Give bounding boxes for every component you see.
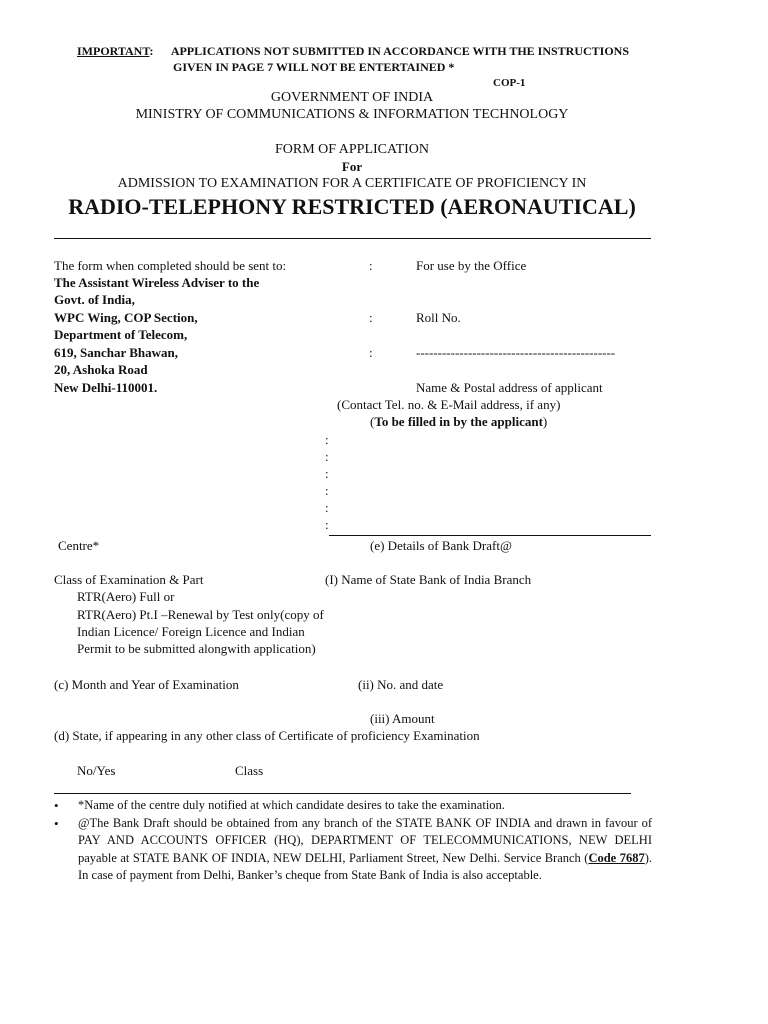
class-exam-label: Class of Examination & Part xyxy=(54,572,204,587)
sbi-branch-label: (I) Name of State Bank of India Branch xyxy=(325,572,532,587)
address-line: 20, Ashoka Road xyxy=(54,362,148,377)
admission-title: ADMISSION TO EXAMINATION FOR A CERTIFICATE OF PROFICIENCY IN xyxy=(117,176,587,191)
class-option-line: Permit to be submitted alongwith application) xyxy=(77,641,316,656)
note-bank-draft-part1: @The Bank Draft should be obtained from any branch of the STATE BANK OF INDIA and drawn in favour of PAY AND ACCOUNTS OFFICER (HQ), DEPARTMENT OF TELECOMMUNICATIONS, NEW DELHI payable at STATE BANK OF INDIA, NEW DELHI, Parliament Street, New Delhi. Service Branch ( xyxy=(78,815,652,865)
address-entry-colon: : xyxy=(325,500,329,515)
fields-divider xyxy=(54,793,631,794)
address-entry-colon: : xyxy=(325,432,329,447)
address-entry-colon: : xyxy=(325,517,329,532)
form-title: FORM OF APPLICATION xyxy=(274,142,430,157)
amount-label: (iii) Amount xyxy=(370,711,435,726)
important-colon: : xyxy=(149,44,154,58)
address-intro: The form when completed should be sent to: xyxy=(54,258,287,273)
important-label: IMPORTANT xyxy=(77,44,150,58)
form-for: For xyxy=(341,159,363,174)
certificate-name: RADIO-TELEPHONY RESTRICTED (AERONAUTICAL) xyxy=(68,194,636,219)
note-bank-draft-part2: ). In case of payment from Delhi, Banker’s cheque from State Bank of India is also acceptable. xyxy=(78,850,652,882)
month-year-label: (c) Month and Year of Examination xyxy=(54,677,239,692)
filled-open-paren: ( xyxy=(370,414,375,429)
class-option-line: RTR(Aero) Pt.I –Renewal by Test only(copy of xyxy=(77,607,324,622)
office-colon: : xyxy=(369,310,373,325)
address-entry-colon: : xyxy=(325,466,329,481)
note-item xyxy=(54,797,652,815)
address-line: The Assistant Wireless Adviser to the xyxy=(54,275,260,290)
bank-draft-label: (e) Details of Bank Draft@ xyxy=(370,538,512,553)
filled-close-paren: ) xyxy=(542,414,548,429)
office-colon: : xyxy=(369,258,373,273)
bullet-icon: • xyxy=(54,815,59,831)
address-line: New Delhi-110001. xyxy=(54,380,158,395)
address-line: Govt. of India, xyxy=(54,292,135,307)
important-notice xyxy=(77,43,629,60)
state-other-label: (d) State, if appearing in any other class of Certificate of proficiency Examination xyxy=(54,728,480,743)
office-use-label: For use by the Office xyxy=(416,258,527,273)
roll-no-dashes: ---------------------------------------------- xyxy=(416,345,616,360)
notes-list xyxy=(54,797,652,885)
class-option-line: RTR(Aero) Full or xyxy=(77,589,175,604)
applicant-name-label: Name & Postal address of applicant xyxy=(416,380,603,395)
centre-label: Centre* xyxy=(58,538,100,553)
address-line: Department of Telecom, xyxy=(54,327,188,342)
form-code: COP-1 xyxy=(493,77,526,89)
ministry-title: MINISTRY OF COMMUNICATIONS & INFORMATION TECHNOLOGY xyxy=(135,107,569,122)
note-item xyxy=(54,815,652,885)
class-label: Class xyxy=(235,763,264,778)
service-branch-code: Code 7687 xyxy=(588,850,645,865)
note-bank-draft-text xyxy=(78,815,652,885)
class-option-line: Indian Licence/ Foreign Licence and Indian xyxy=(77,624,305,639)
address-entry-colon: : xyxy=(325,449,329,464)
important-line1: APPLICATIONS NOT SUBMITTED IN ACCORDANCE WITH THE INSTRUCTIONS xyxy=(170,44,630,58)
note-centre-text: *Name of the centre duly notified at which candidate desires to take the examination. xyxy=(78,798,505,812)
important-line2: GIVEN IN PAGE 7 WILL NOT BE ENTERTAINED * xyxy=(173,60,455,74)
no-date-label: (ii) No. and date xyxy=(358,677,444,692)
address-line: 619, Sanchar Bhawan, xyxy=(54,345,179,360)
filled-by-label: To be filled in by the applicant xyxy=(374,414,543,429)
filled-by-applicant xyxy=(370,413,547,430)
no-yes-label: No/Yes xyxy=(77,763,116,778)
office-colon: : xyxy=(369,345,373,360)
address-line: WPC Wing, COP Section, xyxy=(54,310,198,325)
header-divider xyxy=(54,238,651,239)
roll-no-label: Roll No. xyxy=(416,310,461,325)
applicant-address-underline xyxy=(329,535,651,536)
bullet-icon: • xyxy=(54,798,59,813)
government-title: GOVERNMENT OF INDIA xyxy=(270,90,434,105)
address-entry-colon: : xyxy=(325,483,329,498)
contact-label: (Contact Tel. no. & E-Mail address, if any) xyxy=(337,397,561,412)
